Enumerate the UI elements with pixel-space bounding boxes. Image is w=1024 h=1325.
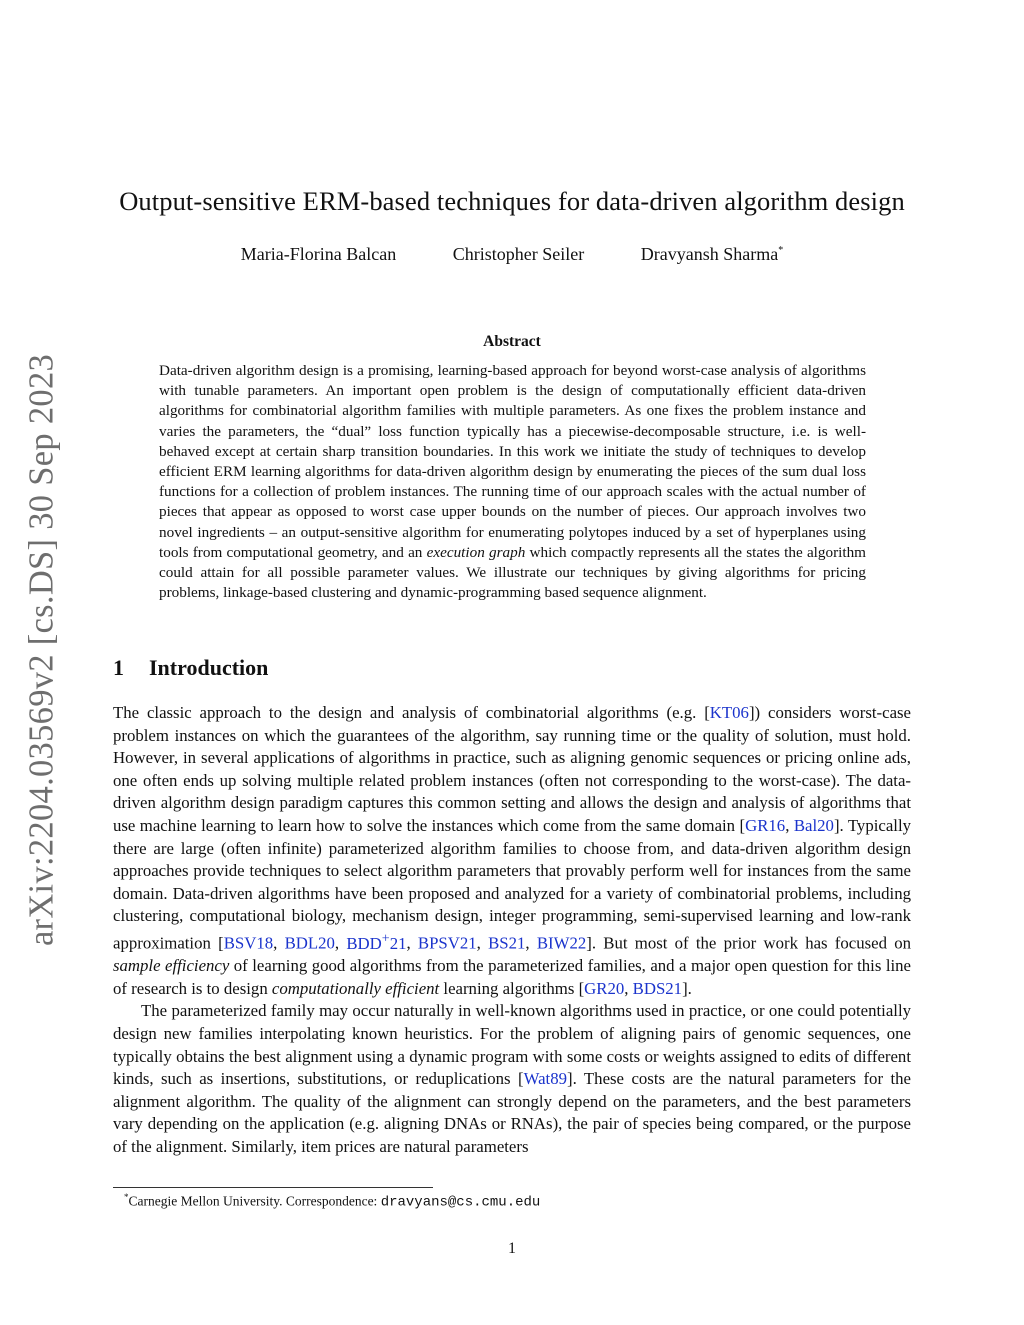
abstract-text: Data-driven algorithm design is a promising, learning-based approach for beyond worst-case analysis of algorithms with tunable parameters. An important open problem is the design of computationally efficient data-driven algorithms for combinatorial algorithm families with multiple parameters. As one fixes the problem instance and varies the parameters, the “dual” loss function typically has a piecewise-decomposable structure, i.e. is well-behaved except at certain sharp transition boundaries. In this work we initiate the study of techniques to develop efficient ERM learning algorithms for data-driven algorithm design by enumerating the pieces of the sum dual loss functions for a collection of problem instances. The running time of our approach scales with the actual number of pieces that appear as opposed to worst case upper bounds on the number of pieces. Our approach involves two novel ingredients – an output-sensitive algorithm for enumerating polytopes induced by a set of hyperplanes using tools from computational geometry, and an execution graph which compactly represents all the states the algorithm could attain for all possible parameter values. We illustrate our techniques by giving algorithms for pricing problems, linkage-based clustering and dynamic-programming based sequence alignment.	[159, 362, 866, 602]
citation-link[interactable]: BDS21	[632, 978, 683, 998]
citation-link[interactable]: BS21	[488, 933, 526, 953]
correspondence-email[interactable]: dravyans@cs.cmu.edu	[380, 1194, 541, 1211]
citation-link[interactable]: Bal20	[793, 815, 834, 835]
author-list	[0, 244, 1024, 265]
citation-link[interactable]: BSV18	[223, 933, 274, 953]
citation-link[interactable]: GR20	[584, 978, 625, 998]
footnote: *Carnegie Mellon University. Correspondence: dravyans@cs.cmu.edu	[124, 1192, 541, 1211]
arxiv-identifier-stamp: arXiv:2204.03569v2 [cs.DS] 30 Sep 2023	[22, 353, 61, 947]
emphasis-execution-graph: execution graph	[426, 543, 526, 561]
abstract-heading: Abstract	[483, 333, 541, 350]
citation-link[interactable]: BDL20	[284, 933, 335, 953]
paragraph: The parameterized family may occur naturally in well-known algorithms used in practice, or one could potentially design new families interpolating known heuristics. For the problem of aligning pairs of genomic sequences, one typically obtains the best alignment using a dynamic program with some costs or weights assigned to edits of different kinds, such as insertions, substitutions, or reduplications [Wat89]. These costs are the natural parameters for the alignment algorithm. The quality of the alignment can strongly depend on the parameters, and the best parameters vary depending on the application (e.g. aligning DNAs or RNAs), the pair of species being compared, or the purpose of the alignment. Similarly, item prices are natural parameters	[113, 1001, 911, 1156]
paragraph: The classic approach to the design and analysis of combinatorial algorithms (e.g. [KT06]) considers worst-case problem instances on which the guarantees of the algorithm, say running time or the quality of solution, must hold. However, in several applications of algorithms in practice, such as aligning genomic sequences or pricing online ads, one often ends up solving multiple related problem instances (often not corresponding to the worst-case). The data-driven algorithm design paradigm captures this common setting and allows the design and analysis of algorithms that use machine learning to learn how to solve the instances which come from the same domain [GR16, Bal20]. Typically there are large (often infinite) parameterized algorithm families to choose from, and data-driven algorithm design approaches provide techniques to select algorithm parameters that provably perform well for instances from the same domain. Data-driven algorithms have been proposed and analyzed for a variety of combinatorial problems, including clustering, computational biology, mechanism design, integer programming, semi-supervised learning and low-rank approximation [BSV18, BDL20, BDD+21, BPSV21, BS21, BIW22]. But most of the prior work has focused on sample efficiency of learning good algorithms from the parameterized families, and a major open question for this line of research is to design computationally efficient learning algorithms [GR20, BDS21].	[113, 703, 912, 998]
section-title: Introduction	[149, 655, 269, 680]
introduction-body	[113, 702, 911, 1158]
citation-link[interactable]: BPSV21	[417, 933, 477, 953]
emphasis-text: computationally efficient	[271, 978, 440, 998]
citation-link[interactable]: BIW22	[536, 933, 587, 953]
footnote-marker: *	[124, 1192, 129, 1202]
section-heading	[113, 655, 268, 681]
footnote-marker: *	[778, 245, 784, 256]
emphasis-text: sample efficiency	[113, 956, 230, 976]
paper-title: Output-sensitive ERM-based techniques for data-driven algorithm design	[119, 186, 905, 216]
author-name: Christopher Seiler	[452, 244, 585, 264]
citation-link[interactable]: BDD+21	[346, 930, 407, 953]
citation-link[interactable]: KT06	[709, 703, 749, 722]
citation-link[interactable]: GR16	[745, 815, 786, 835]
author-name: Maria-Florina Balcan	[240, 244, 397, 264]
citation-link[interactable]: Wat89	[523, 1069, 567, 1089]
page-number: 1	[508, 1240, 516, 1257]
section-number: 1	[113, 655, 124, 680]
author-name: Dravyansh Sharma*	[640, 244, 784, 264]
footnote-divider	[113, 1187, 433, 1188]
